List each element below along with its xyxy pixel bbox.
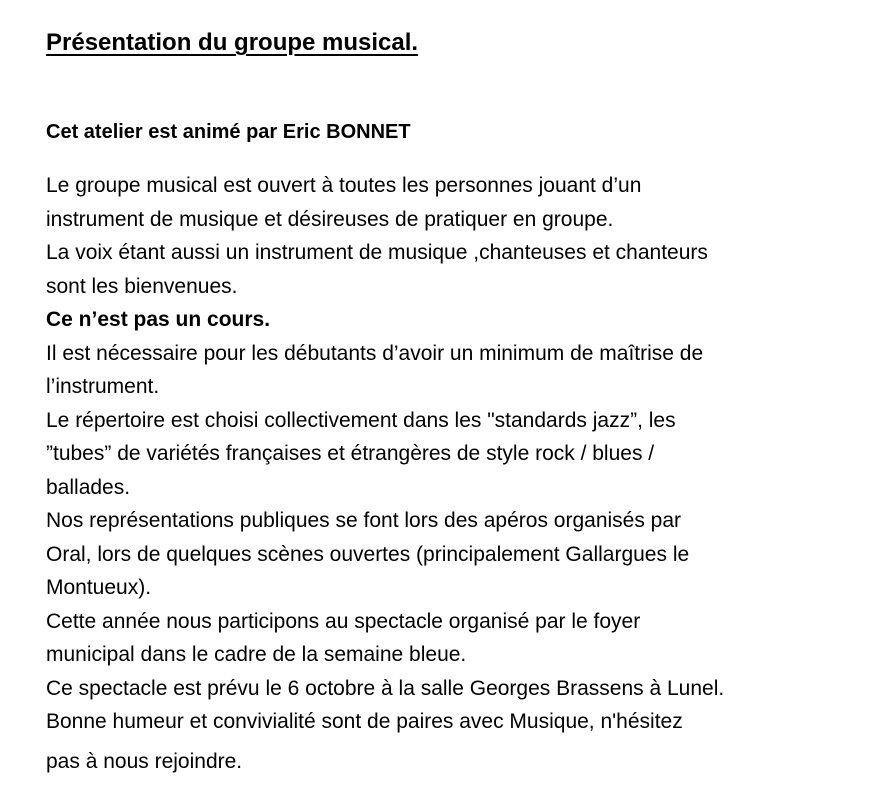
page-title: Présentation du groupe musical. [46,29,419,56]
text-line: pas à nous rejoindre. [46,749,243,773]
workshop-leader-heading: Cet atelier est animé par Eric BONNET [46,121,411,143]
text-line: Nos représentations publiques se font lors des apéros organisés par [46,509,682,532]
text-line: Cette année nous participons au spectacle organisé par le foyer [46,609,641,633]
text-line: Le groupe musical est ouvert à toutes les personnes jouant d’un [46,174,642,197]
text-line: Le répertoire est choisi collectivement dans les "standards jazz”, les [46,408,676,432]
presentation-text [46,169,866,778]
text-line: sont les bienvenues. [46,274,238,298]
text-line: ”tubes” de variétés françaises et étrangères de style rock / blues / [46,442,655,465]
text-line: l’instrument. [46,375,160,398]
text-line: La voix étant aussi un instrument de musique ,chanteuses et chanteurs [46,241,708,264]
text-line: municipal dans le cadre de la semaine bleue. [46,643,467,666]
text-line: Oral, lors de quelques scènes ouvertes (principalement Gallargues le [46,542,690,566]
text-line: Il est nécessaire pour les débutants d’avoir un minimum de maîtrise de [46,341,704,365]
text-line: Bonne humeur et convivialité sont de paires avec Musique, n'hésitez [46,710,683,733]
not-a-course-notice: Ce n’est pas un cours. [46,308,271,331]
text-line: Ce spectacle est prévu le 6 octobre à la salle Georges Brassens à Lunel. [46,676,725,700]
text-line: instrument de musique et désireuses de pratiquer en groupe. [46,207,614,231]
text-line: Montueux). [46,576,152,599]
text-line: ballades. [46,475,131,499]
